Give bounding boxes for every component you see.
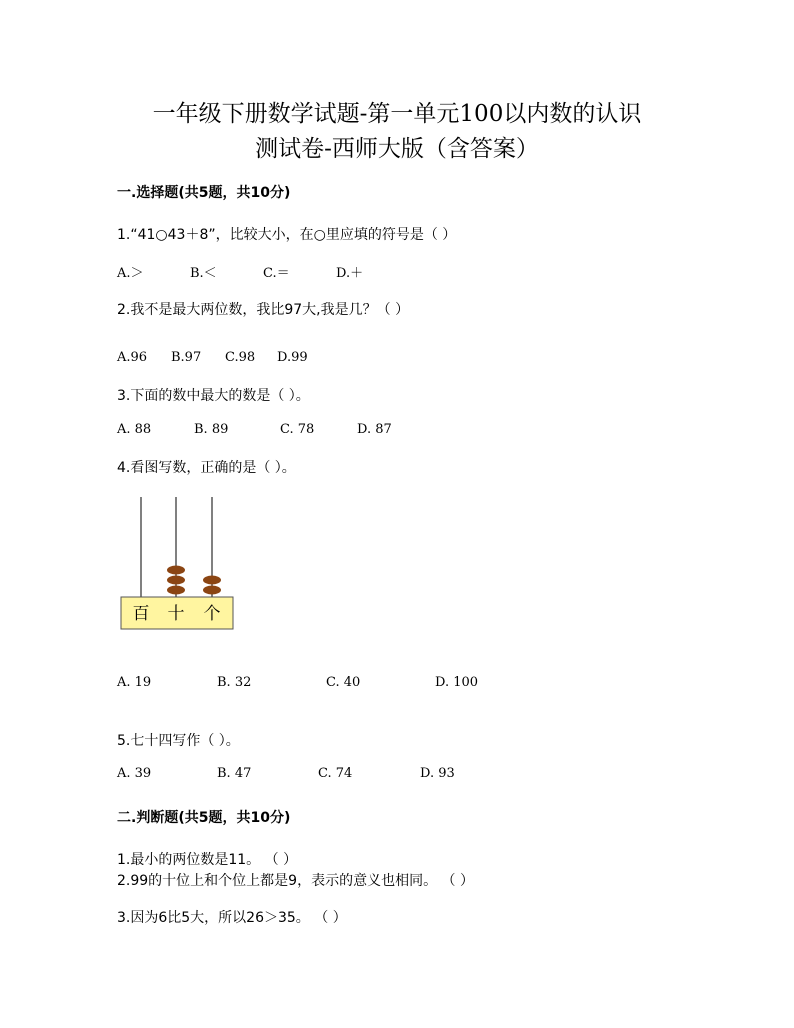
question-4: 4.看图写数，正确的是（ ）。 (117, 460, 296, 476)
q2-option-c: C.98 (225, 350, 256, 365)
abacus-beads (167, 566, 221, 595)
q4-option-d: D. 100 (435, 675, 479, 690)
judge-question-2: 2.99的十位上和个位上都是9，表示的意义也相同。 （ ） (117, 873, 474, 889)
abacus-figure (117, 495, 237, 635)
q1-option-b: B.＜ (190, 266, 217, 281)
q3-option-b: B. 89 (194, 422, 229, 437)
q3-option-c: C. 78 (280, 422, 315, 437)
q3-option-d: D. 87 (357, 422, 392, 437)
q1-option-a: A.＞ (117, 266, 144, 281)
q5-option-a: A. 39 (117, 766, 152, 781)
judge-question-3: 3.因为6比5大，所以26＞35。 （ ） (117, 910, 347, 926)
doc-title-line2: 测试卷-西师大版（含答案） (255, 136, 539, 162)
judge-question-1: 1.最小的两位数是11。 （ ） (117, 852, 298, 868)
q3-option-a: A. 88 (117, 422, 152, 437)
question-3: 3.下面的数中最大的数是（ ）。 (117, 388, 310, 404)
question-1: 1.“41○43＋8”，比较大小，在○里应填的符号是（ ） (117, 227, 457, 243)
q4-option-b: B. 32 (217, 675, 252, 690)
q4-option-a: A. 19 (117, 675, 152, 690)
abacus-label-ones: 个 (203, 604, 221, 624)
q2-option-b: B.97 (171, 350, 202, 365)
q5-option-b: B. 47 (217, 766, 252, 781)
q2-option-d: D.99 (277, 350, 308, 365)
abacus-bead-tens (167, 566, 185, 575)
question-5: 5.七十四写作（ ）。 (117, 733, 240, 749)
q5-option-c: C. 74 (318, 766, 353, 781)
doc-title-line1: 一年级下册数学试题-第一单元100以内数的认识 (152, 101, 642, 127)
abacus-label-hundreds: 百 (132, 604, 150, 624)
abacus-bead-ones (203, 586, 221, 595)
abacus-bead-tens (167, 586, 185, 595)
abacus-bead-tens (167, 576, 185, 585)
abacus-label-tens: 十 (167, 604, 185, 624)
abacus-bead-ones (203, 576, 221, 585)
q2-option-a: A.96 (117, 350, 148, 365)
q5-option-d: D. 93 (420, 766, 455, 781)
section2-heading: 二.判断题(共5题，共10分) (117, 810, 291, 826)
q1-option-d: D.＋ (336, 266, 364, 281)
section1-heading: 一.选择题(共5题，共10分) (117, 185, 291, 201)
q1-option-c: C.＝ (263, 266, 290, 281)
question-2: 2.我不是最大两位数，我比97大,我是几？（ ） (117, 302, 410, 318)
q4-option-c: C. 40 (326, 675, 361, 690)
